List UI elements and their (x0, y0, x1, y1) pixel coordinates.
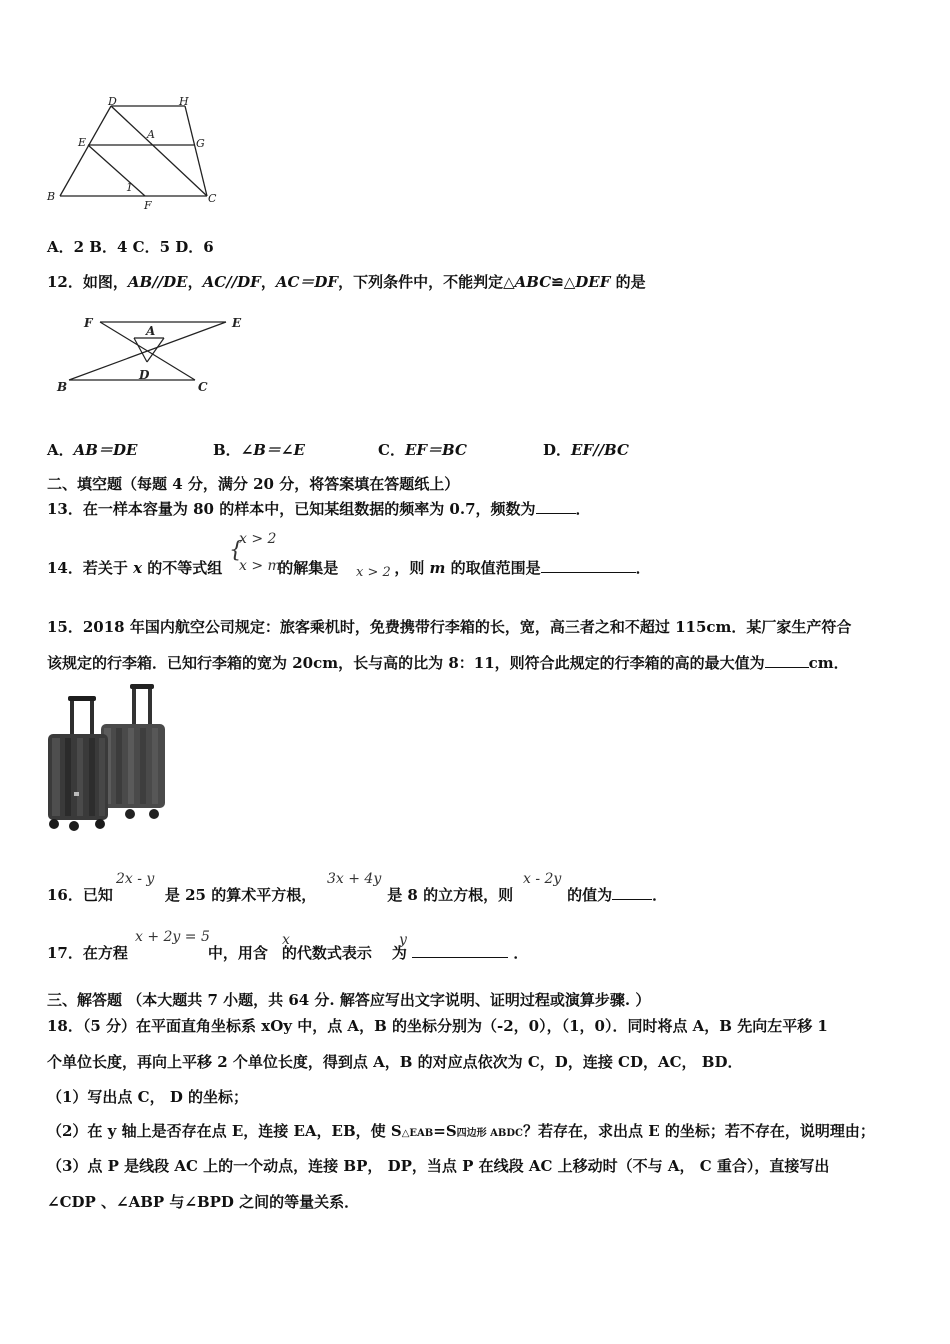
option-expr: AB＝DE (73, 441, 138, 459)
q17-equation: x + 2y = 5 (135, 929, 210, 945)
answer-blank[interactable] (536, 499, 576, 514)
q15-line1: 15．2018 年国内航空公司规定：旅客乘机时，免费携带行李箱的长，宽，高三者之和不超过 115cm．某厂家生产符合 (47, 618, 852, 636)
q14-solution: x > 2 (356, 565, 391, 580)
q12-cong: ≌△ (551, 273, 576, 291)
label-B: B (57, 380, 68, 394)
q18-part2-prefix: （2）在 y 轴上是否存在点 E，连接 EA，EB，使 S (47, 1122, 402, 1140)
q18-part2-sub1: △EAB (401, 1128, 434, 1139)
label-B: B (47, 190, 56, 203)
q16: 16．已知 是 25 的算术平方根， 是 8 的立方根，则 的值为 ． (47, 886, 668, 904)
option-letter: D． (543, 441, 572, 459)
q17-var-x: x (282, 932, 290, 948)
label-D: D (139, 368, 150, 382)
option-expr: EF＝BC (404, 441, 467, 459)
q14-system-line1: x > 2 (239, 531, 277, 547)
q14-var-m: m (429, 559, 446, 577)
option-letter: C． (378, 441, 405, 459)
q12-cond2: AC//DF (202, 273, 261, 291)
answer-blank[interactable] (612, 885, 652, 900)
q17-var-y: y (399, 932, 407, 948)
q18-line1: 18．（5 分）在平面直角坐标系 xOy 中，点 A，B 的坐标分别为（-2，0），（1，0）．同时将点 A，B 先向左平移 1 (47, 1017, 828, 1035)
q12-suffix: 的是 (610, 273, 646, 291)
q18-part1: （1）写出点 C， D 的坐标； (47, 1088, 249, 1106)
q17-prefix: 17．在方程 (47, 944, 128, 962)
q14-suffix: 的取值范围是 (445, 559, 541, 577)
q18-part2 (47, 1120, 875, 1141)
q14: 14．若关于 x 的不等式组 的解集是 ，则 m 的取值范围是 ． (47, 559, 651, 577)
q16-expr3: x - 2y (523, 871, 562, 887)
q18-part2-eq: =S (433, 1122, 457, 1140)
label-D: D (108, 96, 117, 108)
section-3-heading: 三、解答题 （本大题共 7 小题，共 64 分. 解答应写出文字说明、证明过程或演算步骤. ） (47, 991, 651, 1009)
label-A: A (146, 324, 156, 338)
q13: 13．在一样本容量为 80 的样本中，已知某组数据的频率为 0.7，频数为 ． (47, 500, 591, 518)
answer-blank[interactable] (412, 943, 508, 958)
q12-cond1: AB//DE (127, 273, 188, 291)
q12-option-d (543, 439, 629, 460)
suitcase-front (48, 696, 108, 831)
q17-mid2: 的代数式表示 (281, 944, 372, 962)
label-F: F (84, 316, 93, 330)
option-expr: EF//BC (571, 441, 629, 459)
section-2-heading: 二、填空题（每题 4 分，满分 20 分，将答案填在答题纸上） (47, 475, 460, 493)
q18-part3-line2: ∠CDP 、∠ABP 与∠BPD 之间的等量关系． (47, 1193, 360, 1211)
brace: { (229, 538, 243, 563)
figure-q12 (50, 310, 250, 400)
q15-unit: cm． (808, 654, 849, 672)
q17-mid3: 为 (391, 944, 407, 962)
label-F: F (144, 199, 152, 211)
q12-option-c (378, 439, 467, 460)
q12-mid: ，下列条件中，不能判定△ (338, 273, 515, 291)
q16-prefix: 16．已知 (47, 886, 113, 904)
q14-prefix: 14．若关于 (47, 559, 134, 577)
q12-cond3: AC＝DF (275, 273, 339, 291)
q16-expr1: 2x - y (116, 871, 155, 887)
q16-suffix: 的值为 (567, 886, 613, 904)
q18-line2: 个单位长度，再向上平移 2 个单位长度，得到点 A，B 的对应点依次为 C，D，连接 CD，AC， BD． (47, 1053, 743, 1071)
label-C: C (198, 380, 208, 394)
q14-var-x: x (133, 559, 143, 577)
option-letter: B． (213, 441, 241, 459)
q15-line2 (47, 652, 849, 673)
suitcase-image (44, 684, 169, 834)
label-E: E (232, 316, 242, 330)
suitcase-back (101, 684, 165, 819)
q13-text: 13．在一样本容量为 80 的样本中，已知某组数据的频率为 0.7，频数为 (47, 500, 536, 518)
label-H: H (179, 96, 189, 108)
label-E: E (78, 136, 87, 149)
label-angle-1: 1 (126, 181, 133, 194)
q12-option-a (47, 439, 137, 460)
q16-expr2: 3x + 4y (327, 871, 382, 887)
q14-system-line2: x > m (239, 558, 281, 574)
q14-mid3: ，则 (394, 559, 430, 577)
q15-line2-text: 该规定的行李箱．已知行李箱的宽为 20cm，长与高的比为 8：11，则符合此规定的行李箱的高的最大值为 (47, 654, 765, 672)
q12-stem (47, 271, 646, 292)
q16-mid2: 是 8 的立方根，则 (387, 886, 514, 904)
q16-mid1: 是 25 的算术平方根， (164, 886, 317, 904)
q17-mid1: 中，用含 (207, 944, 268, 962)
answer-blank[interactable] (765, 653, 809, 668)
q17-suffix: ． (513, 944, 529, 962)
label-A: A (147, 128, 155, 141)
figure-q11 (44, 96, 224, 211)
q18-part3: （3）点 P 是线段 AC 上的一个动点，连接 BP， DP，当点 P 在线段 AC 上移动时（不与 A， C 重合），直接写出 (47, 1157, 830, 1175)
q12-sep1: ， (187, 273, 203, 291)
q14-mid2: 的解集是 (278, 559, 339, 577)
label-G: G (196, 137, 205, 150)
option-expr: ∠B＝∠E (240, 441, 305, 459)
q12-tri2: DEF (575, 273, 611, 291)
figure-q11-lines (60, 106, 207, 196)
q18-part2-suffix: ？若存在，求出点 E 的坐标；若不存在，说明理由； (522, 1122, 875, 1140)
q18-part2-sub2: 四边形 ABDC (456, 1128, 523, 1139)
q14-mid1: 的不等式组 (142, 559, 223, 577)
label-C: C (208, 192, 217, 205)
q12-option-b (213, 439, 305, 460)
option-letter: A． (47, 441, 74, 459)
q12-prefix: 12．如图， (47, 273, 128, 291)
answer-blank[interactable] (541, 558, 636, 573)
q11-options: A．2 B．4 C．5 D．6 (47, 238, 214, 256)
q12-tri1: ABC (514, 273, 552, 291)
q12-sep2: ， (260, 273, 276, 291)
